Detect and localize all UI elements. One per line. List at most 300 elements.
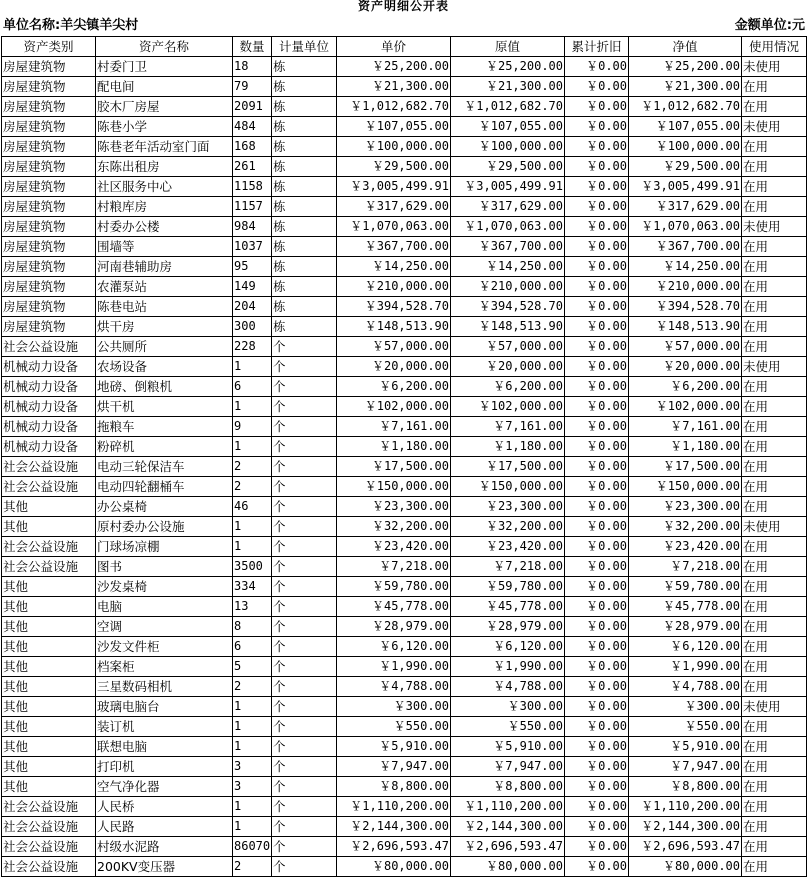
cell-status: 未使用 [742, 57, 807, 77]
cell-depreciation: ￥0.00 [565, 677, 629, 697]
cell-status: 在用 [742, 297, 807, 317]
cell-net-value: ￥6,120.00 [629, 637, 742, 657]
cell-unit: 个 [272, 417, 337, 437]
cell-unit-price: ￥300.00 [337, 697, 451, 717]
cell-quantity: 3500 [233, 557, 272, 577]
cell-unit-price: ￥394,528.70 [337, 297, 451, 317]
cell-original-value: ￥550.00 [451, 717, 565, 737]
cell-net-value: ￥20,000.00 [629, 357, 742, 377]
cell-depreciation: ￥0.00 [565, 797, 629, 817]
cell-quantity: 1037 [233, 237, 272, 257]
cell-original-value: ￥317,629.00 [451, 197, 565, 217]
cell-name: 电动三轮保洁车 [96, 457, 233, 477]
cell-name: 三星数码相机 [96, 677, 233, 697]
cell-unit: 个 [272, 697, 337, 717]
table-row [2, 577, 807, 597]
cell-net-value: ￥6,200.00 [629, 377, 742, 397]
table-row [2, 397, 807, 417]
cell-unit-price: ￥57,000.00 [337, 337, 451, 357]
cell-category: 社会公益设施 [2, 557, 96, 577]
cell-category: 社会公益设施 [2, 797, 96, 817]
cell-name: 门球场凉棚 [96, 537, 233, 557]
cell-unit-price: ￥1,012,682.70 [337, 97, 451, 117]
cell-unit-price: ￥32,200.00 [337, 517, 451, 537]
cell-original-value: ￥150,000.00 [451, 477, 565, 497]
table-row [2, 437, 807, 457]
cell-net-value: ￥1,990.00 [629, 657, 742, 677]
cell-name: 陈巷小学 [96, 117, 233, 137]
cell-status: 在用 [742, 157, 807, 177]
cell-unit: 栋 [272, 77, 337, 97]
cell-quantity: 1 [233, 717, 272, 737]
cell-net-value: ￥7,161.00 [629, 417, 742, 437]
cell-quantity: 204 [233, 297, 272, 317]
cell-name: 农灌泵站 [96, 277, 233, 297]
cell-depreciation: ￥0.00 [565, 117, 629, 137]
cell-unit-price: ￥21,300.00 [337, 77, 451, 97]
cell-name: 陈巷电站 [96, 297, 233, 317]
cell-category: 社会公益设施 [2, 477, 96, 497]
cell-net-value: ￥150,000.00 [629, 477, 742, 497]
cell-quantity: 1 [233, 537, 272, 557]
cell-depreciation: ￥0.00 [565, 237, 629, 257]
cell-depreciation: ￥0.00 [565, 817, 629, 837]
cell-depreciation: ￥0.00 [565, 537, 629, 557]
cell-name: 档案柜 [96, 657, 233, 677]
cell-quantity: 18 [233, 57, 272, 77]
cell-net-value: ￥14,250.00 [629, 257, 742, 277]
cell-unit-price: ￥107,055.00 [337, 117, 451, 137]
cell-category: 房屋建筑物 [2, 77, 96, 97]
cell-unit-price: ￥17,500.00 [337, 457, 451, 477]
cell-unit: 栋 [272, 277, 337, 297]
cell-status: 在用 [742, 197, 807, 217]
table-row [2, 677, 807, 697]
cell-category: 社会公益设施 [2, 337, 96, 357]
cell-original-value: ￥148,513.90 [451, 317, 565, 337]
cell-status: 在用 [742, 537, 807, 557]
cell-name: 玻璃电脑台 [96, 697, 233, 717]
cell-depreciation: ￥0.00 [565, 217, 629, 237]
cell-quantity: 79 [233, 77, 272, 97]
cell-original-value: ￥1,012,682.70 [451, 97, 565, 117]
cell-name: 办公桌椅 [96, 497, 233, 517]
cell-quantity: 334 [233, 577, 272, 597]
cell-category: 社会公益设施 [2, 857, 96, 877]
cell-name: 沙发文件柜 [96, 637, 233, 657]
cell-name: 农场设备 [96, 357, 233, 377]
cell-name: 拖粮车 [96, 417, 233, 437]
table-row [2, 637, 807, 657]
cell-unit-price: ￥6,120.00 [337, 637, 451, 657]
cell-original-value: ￥8,800.00 [451, 777, 565, 797]
column-header-original-value: 原值 [451, 37, 565, 57]
cell-depreciation: ￥0.00 [565, 317, 629, 337]
cell-unit: 个 [272, 837, 337, 857]
table-row [2, 617, 807, 637]
table-row [2, 217, 807, 237]
cell-unit-price: ￥28,979.00 [337, 617, 451, 637]
cell-original-value: ￥28,979.00 [451, 617, 565, 637]
cell-net-value: ￥23,420.00 [629, 537, 742, 557]
table-row [2, 237, 807, 257]
table-row [2, 357, 807, 377]
cell-net-value: ￥28,979.00 [629, 617, 742, 637]
cell-unit-price: ￥20,000.00 [337, 357, 451, 377]
cell-original-value: ￥3,005,499.91 [451, 177, 565, 197]
cell-category: 房屋建筑物 [2, 277, 96, 297]
cell-unit: 个 [272, 377, 337, 397]
cell-net-value: ￥317,629.00 [629, 197, 742, 217]
cell-net-value: ￥80,000.00 [629, 857, 742, 877]
cell-category: 机械动力设备 [2, 437, 96, 457]
cell-net-value: ￥550.00 [629, 717, 742, 737]
cell-unit: 个 [272, 857, 337, 877]
table-row [2, 797, 807, 817]
cell-original-value: ￥17,500.00 [451, 457, 565, 477]
cell-category: 机械动力设备 [2, 377, 96, 397]
cell-unit-price: ￥367,700.00 [337, 237, 451, 257]
cell-original-value: ￥5,910.00 [451, 737, 565, 757]
cell-name: 围墙等 [96, 237, 233, 257]
cell-original-value: ￥6,120.00 [451, 637, 565, 657]
table-row [2, 277, 807, 297]
cell-net-value: ￥2,144,300.00 [629, 817, 742, 837]
cell-net-value: ￥367,700.00 [629, 237, 742, 257]
cell-status: 未使用 [742, 217, 807, 237]
cell-net-value: ￥1,110,200.00 [629, 797, 742, 817]
cell-net-value: ￥23,300.00 [629, 497, 742, 517]
cell-name: 配电间 [96, 77, 233, 97]
table-row [2, 817, 807, 837]
cell-quantity: 1 [233, 817, 272, 837]
cell-depreciation: ￥0.00 [565, 437, 629, 457]
cell-unit-price: ￥29,500.00 [337, 157, 451, 177]
cell-category: 机械动力设备 [2, 417, 96, 437]
cell-original-value: ￥14,250.00 [451, 257, 565, 277]
cell-category: 其他 [2, 637, 96, 657]
cell-depreciation: ￥0.00 [565, 857, 629, 877]
cell-unit: 个 [272, 817, 337, 837]
cell-unit: 栋 [272, 297, 337, 317]
table-row [2, 157, 807, 177]
cell-unit-price: ￥7,161.00 [337, 417, 451, 437]
cell-unit: 个 [272, 517, 337, 537]
table-row [2, 317, 807, 337]
cell-unit: 个 [272, 677, 337, 697]
cell-name: 村委办公楼 [96, 217, 233, 237]
cell-name: 空气净化器 [96, 777, 233, 797]
cell-status: 在用 [742, 77, 807, 97]
cell-quantity: 1 [233, 357, 272, 377]
cell-net-value: ￥3,005,499.91 [629, 177, 742, 197]
cell-depreciation: ￥0.00 [565, 277, 629, 297]
cell-depreciation: ￥0.00 [565, 477, 629, 497]
cell-unit-price: ￥4,788.00 [337, 677, 451, 697]
cell-net-value: ￥29,500.00 [629, 157, 742, 177]
cell-original-value: ￥1,180.00 [451, 437, 565, 457]
column-header-category: 资产类别 [2, 37, 96, 57]
cell-category: 其他 [2, 657, 96, 677]
cell-depreciation: ￥0.00 [565, 757, 629, 777]
cell-status: 未使用 [742, 517, 807, 537]
cell-original-value: ￥7,161.00 [451, 417, 565, 437]
cell-original-value: ￥23,420.00 [451, 537, 565, 557]
cell-category: 房屋建筑物 [2, 97, 96, 117]
cell-status: 在用 [742, 397, 807, 417]
cell-quantity: 2 [233, 677, 272, 697]
cell-status: 未使用 [742, 697, 807, 717]
cell-name: 公共厕所 [96, 337, 233, 357]
cell-unit: 个 [272, 437, 337, 457]
cell-unit-price: ￥8,800.00 [337, 777, 451, 797]
cell-status: 在用 [742, 337, 807, 357]
cell-unit-price: ￥6,200.00 [337, 377, 451, 397]
cell-category: 其他 [2, 577, 96, 597]
cell-depreciation: ￥0.00 [565, 377, 629, 397]
cell-original-value: ￥367,700.00 [451, 237, 565, 257]
table-row [2, 657, 807, 677]
table-row [2, 777, 807, 797]
table-row [2, 537, 807, 557]
cell-net-value: ￥300.00 [629, 697, 742, 717]
cell-quantity: 95 [233, 257, 272, 277]
table-row [2, 117, 807, 137]
cell-unit: 个 [272, 737, 337, 757]
cell-status: 在用 [742, 477, 807, 497]
cell-unit: 个 [272, 357, 337, 377]
cell-unit: 个 [272, 797, 337, 817]
cell-original-value: ￥23,300.00 [451, 497, 565, 517]
cell-status: 在用 [742, 277, 807, 297]
cell-status: 在用 [742, 717, 807, 737]
cell-unit: 个 [272, 337, 337, 357]
cell-quantity: 3 [233, 757, 272, 777]
column-header-status: 使用情况 [742, 37, 807, 57]
cell-unit-price: ￥1,990.00 [337, 657, 451, 677]
cell-quantity: 5 [233, 657, 272, 677]
cell-quantity: 1 [233, 517, 272, 537]
cell-status: 在用 [742, 377, 807, 397]
cell-name: 打印机 [96, 757, 233, 777]
table-row [2, 837, 807, 857]
cell-unit-price: ￥1,180.00 [337, 437, 451, 457]
cell-depreciation: ￥0.00 [565, 617, 629, 637]
cell-name: 东陈出租房 [96, 157, 233, 177]
cell-quantity: 46 [233, 497, 272, 517]
cell-name: 电脑 [96, 597, 233, 617]
cell-original-value: ￥80,000.00 [451, 857, 565, 877]
cell-quantity: 1 [233, 737, 272, 757]
cell-name: 社区服务中心 [96, 177, 233, 197]
cell-unit: 栋 [272, 317, 337, 337]
column-header-quantity: 数量 [233, 37, 272, 57]
cell-status: 在用 [742, 457, 807, 477]
table-row [2, 737, 807, 757]
cell-status: 在用 [742, 497, 807, 517]
column-header-name: 资产名称 [96, 37, 233, 57]
cell-status: 在用 [742, 317, 807, 337]
cell-unit-price: ￥45,778.00 [337, 597, 451, 617]
cell-category: 房屋建筑物 [2, 157, 96, 177]
cell-name: 村级水泥路 [96, 837, 233, 857]
cell-quantity: 2 [233, 457, 272, 477]
cell-unit: 个 [272, 597, 337, 617]
table-row [2, 517, 807, 537]
table-row [2, 697, 807, 717]
cell-unit-price: ￥7,947.00 [337, 757, 451, 777]
cell-category: 社会公益设施 [2, 457, 96, 477]
cell-name: 空调 [96, 617, 233, 637]
cell-category: 房屋建筑物 [2, 197, 96, 217]
table-row [2, 197, 807, 217]
cell-category: 其他 [2, 777, 96, 797]
cell-depreciation: ￥0.00 [565, 457, 629, 477]
cell-name: 村粮库房 [96, 197, 233, 217]
cell-depreciation: ￥0.00 [565, 737, 629, 757]
cell-name: 装订机 [96, 717, 233, 737]
cell-original-value: ￥2,144,300.00 [451, 817, 565, 837]
cell-unit-price: ￥2,144,300.00 [337, 817, 451, 837]
cell-name: 河南巷辅助房 [96, 257, 233, 277]
cell-category: 机械动力设备 [2, 357, 96, 377]
cell-quantity: 6 [233, 377, 272, 397]
asset-table [1, 36, 807, 877]
cell-quantity: 13 [233, 597, 272, 617]
cell-unit: 个 [272, 637, 337, 657]
cell-quantity: 1 [233, 797, 272, 817]
unit-name-label: 单位名称:羊尖镇羊尖村 [3, 18, 139, 33]
cell-depreciation: ￥0.00 [565, 417, 629, 437]
cell-status: 在用 [742, 677, 807, 697]
cell-quantity: 300 [233, 317, 272, 337]
cell-original-value: ￥20,000.00 [451, 357, 565, 377]
cell-unit-price: ￥102,000.00 [337, 397, 451, 417]
cell-category: 其他 [2, 697, 96, 717]
cell-name: 陈巷老年活动室门面 [96, 137, 233, 157]
cell-category: 其他 [2, 737, 96, 757]
cell-depreciation: ￥0.00 [565, 337, 629, 357]
cell-status: 在用 [742, 417, 807, 437]
cell-unit: 个 [272, 397, 337, 417]
cell-status: 在用 [742, 617, 807, 637]
table-row [2, 857, 807, 877]
cell-name: 地磅、倒粮机 [96, 377, 233, 397]
cell-name: 烘干机 [96, 397, 233, 417]
cell-unit: 个 [272, 757, 337, 777]
cell-original-value: ￥394,528.70 [451, 297, 565, 317]
cell-original-value: ￥7,947.00 [451, 757, 565, 777]
cell-unit-price: ￥150,000.00 [337, 477, 451, 497]
cell-net-value: ￥148,513.90 [629, 317, 742, 337]
cell-category: 其他 [2, 497, 96, 517]
cell-unit-price: ￥2,696,593.47 [337, 837, 451, 857]
table-row [2, 177, 807, 197]
cell-status: 在用 [742, 257, 807, 277]
cell-unit-price: ￥100,000.00 [337, 137, 451, 157]
cell-status: 在用 [742, 557, 807, 577]
cell-category: 社会公益设施 [2, 817, 96, 837]
cell-status: 在用 [742, 137, 807, 157]
cell-net-value: ￥100,000.00 [629, 137, 742, 157]
table-row [2, 597, 807, 617]
cell-quantity: 1 [233, 397, 272, 417]
cell-net-value: ￥21,300.00 [629, 77, 742, 97]
cell-net-value: ￥1,012,682.70 [629, 97, 742, 117]
table-row [2, 137, 807, 157]
table-row [2, 337, 807, 357]
cell-original-value: ￥1,990.00 [451, 657, 565, 677]
cell-unit: 栋 [272, 197, 337, 217]
cell-category: 房屋建筑物 [2, 137, 96, 157]
cell-depreciation: ￥0.00 [565, 357, 629, 377]
table-row [2, 297, 807, 317]
column-header-net-value: 净值 [629, 37, 742, 57]
cell-status: 在用 [742, 97, 807, 117]
cell-quantity: 8 [233, 617, 272, 637]
cell-unit: 个 [272, 537, 337, 557]
cell-unit-price: ￥148,513.90 [337, 317, 451, 337]
cell-net-value: ￥17,500.00 [629, 457, 742, 477]
cell-depreciation: ￥0.00 [565, 697, 629, 717]
cell-net-value: ￥107,055.00 [629, 117, 742, 137]
cell-name: 原村委办公设施 [96, 517, 233, 537]
cell-quantity: 2 [233, 477, 272, 497]
table-row [2, 757, 807, 777]
cell-net-value: ￥2,696,593.47 [629, 837, 742, 857]
cell-unit: 栋 [272, 157, 337, 177]
cell-quantity: 1 [233, 437, 272, 457]
cell-original-value: ￥7,218.00 [451, 557, 565, 577]
cell-depreciation: ￥0.00 [565, 177, 629, 197]
cell-unit: 栋 [272, 97, 337, 117]
cell-unit: 个 [272, 497, 337, 517]
cell-unit-price: ￥23,420.00 [337, 537, 451, 557]
cell-category: 房屋建筑物 [2, 57, 96, 77]
cell-quantity: 9 [233, 417, 272, 437]
cell-category: 其他 [2, 617, 96, 637]
cell-depreciation: ￥0.00 [565, 497, 629, 517]
cell-category: 其他 [2, 717, 96, 737]
cell-depreciation: ￥0.00 [565, 397, 629, 417]
cell-depreciation: ￥0.00 [565, 717, 629, 737]
cell-status: 在用 [742, 777, 807, 797]
cell-quantity: 1157 [233, 197, 272, 217]
cell-unit: 栋 [272, 117, 337, 137]
cell-original-value: ￥45,778.00 [451, 597, 565, 617]
cell-unit-price: ￥210,000.00 [337, 277, 451, 297]
column-header-depreciation: 累计折旧 [565, 37, 629, 57]
cell-original-value: ￥32,200.00 [451, 517, 565, 537]
cell-quantity: 3 [233, 777, 272, 797]
table-row [2, 417, 807, 437]
cell-unit-price: ￥7,218.00 [337, 557, 451, 577]
cell-net-value: ￥102,000.00 [629, 397, 742, 417]
table-row [2, 477, 807, 497]
cell-net-value: ￥5,910.00 [629, 737, 742, 757]
cell-category: 机械动力设备 [2, 397, 96, 417]
cell-depreciation: ￥0.00 [565, 577, 629, 597]
table-body [2, 57, 807, 877]
cell-status: 在用 [742, 657, 807, 677]
cell-original-value: ￥1,110,200.00 [451, 797, 565, 817]
table-row [2, 377, 807, 397]
cell-net-value: ￥45,778.00 [629, 597, 742, 617]
cell-category: 房屋建筑物 [2, 257, 96, 277]
column-header-unit: 计量单位 [272, 37, 337, 57]
cell-depreciation: ￥0.00 [565, 637, 629, 657]
cell-original-value: ￥210,000.00 [451, 277, 565, 297]
